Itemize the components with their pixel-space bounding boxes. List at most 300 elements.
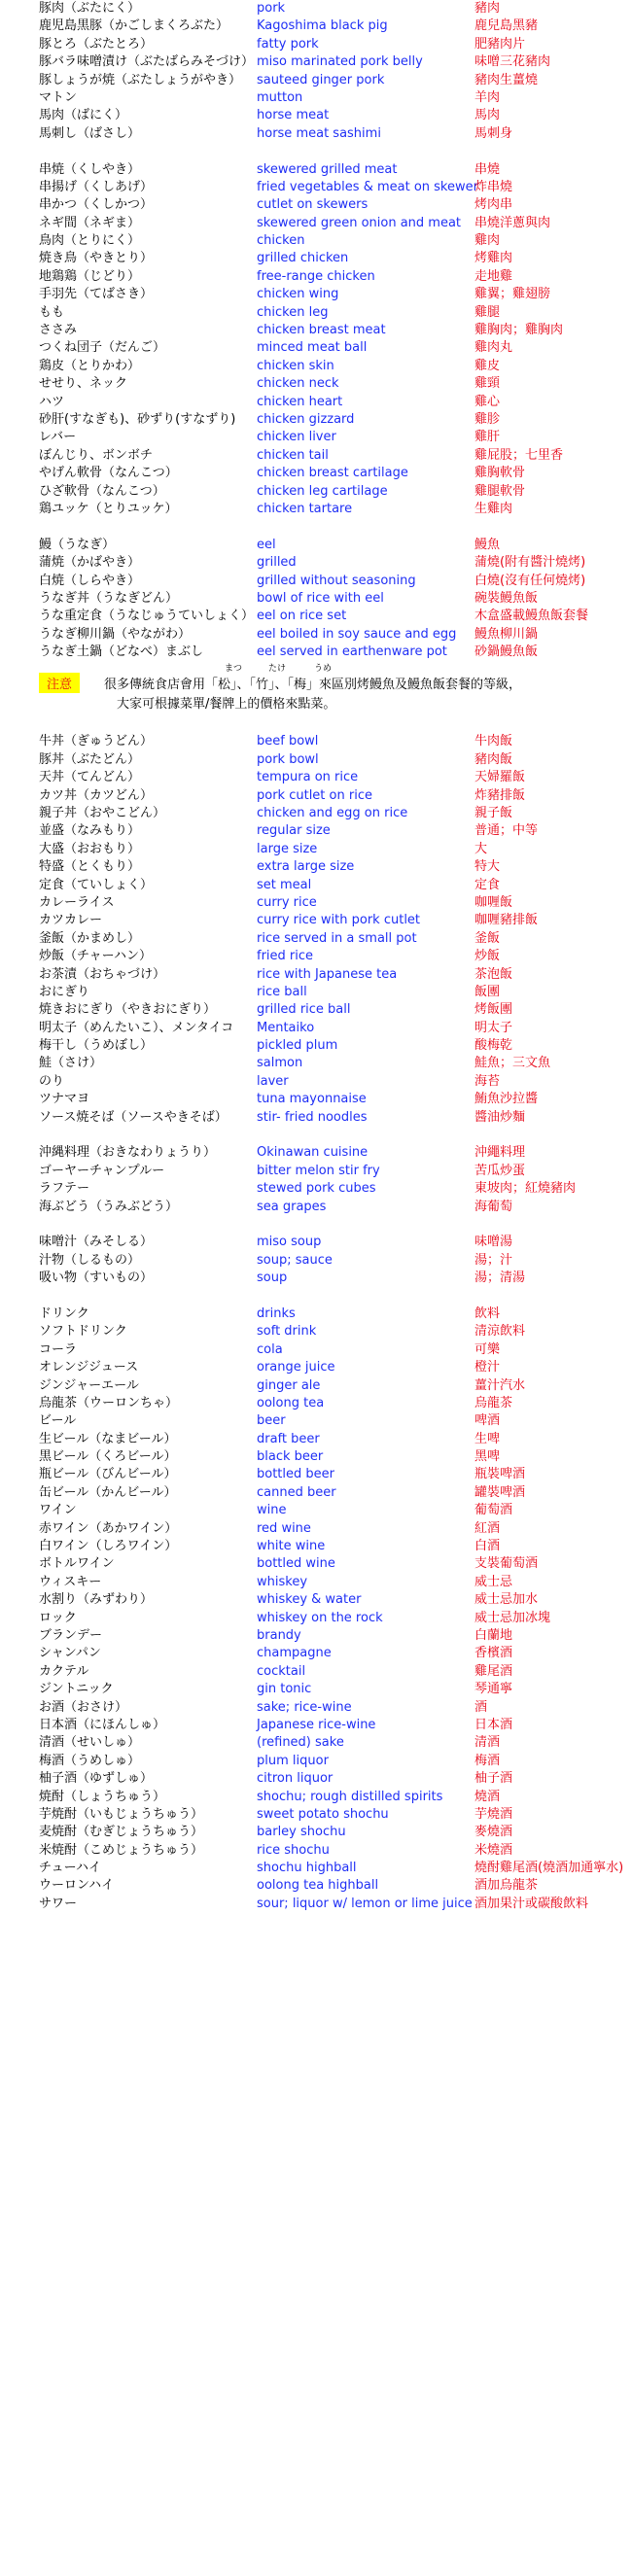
- english-term: beer: [257, 1413, 286, 1429]
- list-item: [0, 339, 632, 357]
- chinese-term: 豬肉: [474, 1, 501, 16]
- japanese-term: 沖縄料理（おきなわりょうり）: [39, 1145, 217, 1161]
- english-term: eel served in earthenware pot: [257, 644, 447, 660]
- note-block: [0, 661, 632, 733]
- japanese-term: やげん軟骨（なんこつ）: [39, 466, 178, 481]
- chinese-term: 生啤: [474, 1431, 501, 1446]
- list-item: [0, 573, 632, 590]
- english-term: soup; sauce: [257, 1252, 333, 1268]
- chinese-term: 可樂: [474, 1341, 501, 1357]
- chinese-term: 海苔: [474, 1073, 501, 1089]
- list-item: [0, 877, 632, 894]
- english-term: beef bowl: [257, 734, 319, 749]
- english-term: chicken tail: [257, 447, 329, 463]
- list-item: [0, 1484, 632, 1502]
- list-item: [0, 1789, 632, 1806]
- list-item: [0, 948, 632, 965]
- english-term: Kagoshima black pig: [257, 18, 388, 34]
- chinese-term: 鰻魚柳川鍋: [474, 626, 539, 642]
- japanese-term: 釜飯（かまめし）: [39, 930, 141, 946]
- list-item: [0, 966, 632, 984]
- japanese-term: 豚しょうが焼（ぶたしょうがやき）: [39, 72, 242, 87]
- japanese-term: 白ワイン（しろワイン）: [39, 1539, 178, 1554]
- chinese-term: 明太子: [474, 1020, 513, 1035]
- chinese-term: 湯；清湯: [474, 1271, 526, 1286]
- english-term: salmon: [257, 1056, 303, 1071]
- chinese-term: 馬刺身: [474, 125, 513, 141]
- chinese-term: 酒加烏龍茶: [474, 1878, 539, 1894]
- chinese-term: 定食: [474, 877, 501, 892]
- chinese-term: 威士忌: [474, 1574, 513, 1589]
- list-item: [0, 250, 632, 267]
- list-item: [0, 858, 632, 876]
- section-skewers-chicken: [0, 161, 632, 519]
- english-term: shochu; rough distilled spirits: [257, 1789, 443, 1804]
- list-item: [0, 1824, 632, 1841]
- ruby-matsu: まつ: [225, 664, 243, 675]
- english-term: tuna mayonnaise: [257, 1092, 367, 1107]
- japanese-term: 黒ビール（くろビール）: [39, 1449, 177, 1465]
- english-term: grilled chicken: [257, 251, 349, 266]
- japanese-term: 鹿児島黒豚（かごしまくろぶた）: [39, 18, 229, 34]
- japanese-term: 鳥肉（とりにく）: [39, 233, 141, 249]
- japanese-term: 串焼（くしやき）: [39, 161, 141, 177]
- english-term: bottled wine: [257, 1556, 335, 1572]
- list-item: [0, 608, 632, 625]
- list-item: [0, 1448, 632, 1466]
- japanese-term: つくね団子（だんご）: [39, 340, 166, 356]
- english-term: eel: [257, 537, 276, 552]
- list-item: [0, 125, 632, 143]
- chinese-term: 釜飯: [474, 930, 501, 946]
- english-term: extra large size: [257, 859, 355, 875]
- chinese-term: 燒酒: [474, 1789, 501, 1804]
- chinese-term: 咖喱飯: [474, 894, 513, 910]
- english-term: fried vegetables & meat on skewer: [257, 179, 478, 194]
- chinese-term: 酒加果汁或碳酸飲料: [474, 1896, 589, 1911]
- japanese-term: レバー: [39, 430, 77, 445]
- chinese-term: 雞屁股；七里香: [474, 447, 564, 463]
- english-term: pork bowl: [257, 751, 319, 767]
- english-term: chicken breast cartilage: [257, 466, 408, 481]
- chinese-term: 蒲燒(附有醬汁燒烤): [474, 555, 586, 571]
- chinese-term: 炸串燒: [474, 179, 513, 194]
- japanese-term: お茶漬（おちゃづけ）: [39, 966, 166, 982]
- japanese-term: 米焼酎（こめじょうちゅう）: [39, 1842, 204, 1858]
- note-line-1: 很多傳統食店會用「松」、「竹」、「梅」來區別烤鰻魚及鰻魚飯套餐的等級，: [104, 678, 522, 693]
- chinese-term: 砂鍋鰻魚飯: [474, 644, 539, 660]
- english-term: grilled without seasoning: [257, 573, 416, 588]
- list-item: [0, 1359, 632, 1376]
- list-item: [0, 1538, 632, 1555]
- list-item: [0, 322, 632, 339]
- english-term: drinks: [257, 1305, 296, 1321]
- list-item: [0, 1395, 632, 1412]
- chinese-term: 生雞肉: [474, 501, 513, 516]
- chinese-term: 鰻魚: [474, 537, 501, 552]
- note-tag: 注意: [39, 673, 80, 693]
- japanese-term: もも: [39, 304, 65, 320]
- chinese-term: 雞肉丸: [474, 340, 513, 356]
- list-item: [0, 358, 632, 375]
- chinese-term: 雞翼；雞翅膀: [474, 287, 551, 302]
- list-item: [0, 1574, 632, 1591]
- list-item: [0, 447, 632, 465]
- english-term: oolong tea highball: [257, 1878, 379, 1894]
- list-item: [0, 805, 632, 822]
- chinese-term: 麥燒酒: [474, 1825, 513, 1840]
- english-term: chicken gizzard: [257, 411, 355, 427]
- japanese-term: カツ丼（カツどん）: [39, 787, 154, 803]
- chinese-term: 芋燒酒: [474, 1806, 513, 1822]
- english-term: sweet potato shochu: [257, 1806, 389, 1822]
- japanese-term: 蒲焼（かばやき）: [39, 555, 141, 571]
- list-item: [0, 894, 632, 912]
- english-term: soup: [257, 1271, 288, 1286]
- chinese-term: 烏龍茶: [474, 1395, 513, 1410]
- english-term: wine: [257, 1503, 287, 1518]
- chinese-term: 味噌三花豬肉: [474, 54, 551, 70]
- chinese-term: 雞胸肉；雞胸肉: [474, 323, 564, 338]
- list-item: [0, 483, 632, 501]
- chinese-term: 普通；中等: [474, 823, 539, 839]
- chinese-term: 牛肉飯: [474, 734, 513, 749]
- japanese-term: 鶏皮（とりかわ）: [39, 358, 141, 373]
- list-item: [0, 1770, 632, 1788]
- list-item: [0, 304, 632, 322]
- chinese-term: 飯團: [474, 984, 501, 999]
- japanese-term: 芋焼酎（いもじょうちゅう）: [39, 1806, 204, 1822]
- japanese-term: 汁物（しるもの）: [39, 1252, 141, 1268]
- chinese-term: 雞皮: [474, 358, 501, 373]
- japanese-term: 味噌汁（みそしる）: [39, 1235, 154, 1250]
- chinese-term: 柚子酒: [474, 1771, 513, 1787]
- list-item: [0, 286, 632, 303]
- list-item: [0, 1305, 632, 1323]
- chinese-term: 鹿兒島黑豬: [474, 18, 539, 34]
- japanese-term: ウィスキー: [39, 1574, 102, 1589]
- list-item: [0, 1699, 632, 1717]
- japanese-term: うな重定食（うなじゅうていしょく）: [39, 609, 255, 624]
- list-item: [0, 733, 632, 750]
- english-term: set meal: [257, 877, 312, 892]
- english-term: soft drink: [257, 1324, 317, 1340]
- chinese-term: 白燒(沒有任何燒烤): [474, 573, 586, 588]
- japanese-term: 麦焼酎（むぎじょうちゅう）: [39, 1825, 204, 1840]
- japanese-term: ジントニック: [39, 1682, 114, 1697]
- section-rice-dishes: [0, 733, 632, 1127]
- chinese-term: 串燒洋蔥與肉: [474, 215, 551, 230]
- chinese-term: 米燒酒: [474, 1842, 513, 1858]
- chinese-term: 東坡肉；紅燒豬肉: [474, 1181, 577, 1197]
- english-term: Okinawan cuisine: [257, 1145, 369, 1161]
- chinese-term: 威士忌加水: [474, 1592, 539, 1608]
- list-item: [0, 1502, 632, 1519]
- list-item: [0, 1466, 632, 1483]
- list-item: [0, 1073, 632, 1091]
- english-term: mutton: [257, 89, 303, 105]
- japanese-term: 明太子（めんたいこ）、メンタイコ: [39, 1020, 234, 1035]
- chinese-term: 葡萄酒: [474, 1503, 513, 1518]
- japanese-term: 梅干し（うめぼし）: [39, 1038, 154, 1054]
- japanese-term: ウーロンハイ: [39, 1878, 115, 1894]
- english-term: (refined) sake: [257, 1735, 344, 1751]
- english-term: eel on rice set: [257, 609, 347, 624]
- list-item: [0, 1234, 632, 1251]
- list-item: [0, 1860, 632, 1877]
- japanese-term: 水割り（みずわり）: [39, 1592, 154, 1608]
- chinese-term: 琴通寧: [474, 1682, 513, 1697]
- japanese-term: 砂肝(すなぎも)、砂ずり(すなずり): [39, 411, 236, 427]
- list-item: [0, 17, 632, 35]
- chinese-term: 苦瓜炒蛋: [474, 1163, 526, 1178]
- japanese-term: 生ビール（なまビール）: [39, 1431, 177, 1446]
- japanese-term: ワイン: [39, 1503, 77, 1518]
- list-item: [0, 1270, 632, 1287]
- japanese-term: 豚とろ（ぶたとろ）: [39, 36, 154, 52]
- chinese-term: 白酒: [474, 1539, 501, 1554]
- chinese-term: 清酒: [474, 1735, 501, 1751]
- english-term: bowl of rice with eel: [257, 590, 384, 606]
- japanese-term: サワー: [39, 1896, 78, 1911]
- japanese-term: 天丼（てんどん）: [39, 770, 141, 785]
- list-item: [0, 1001, 632, 1019]
- ruby-ume: うめ: [314, 664, 333, 675]
- chinese-term: 支裝葡萄酒: [474, 1556, 539, 1572]
- chinese-term: 炒飯: [474, 949, 501, 964]
- english-term: stewed pork cubes: [257, 1181, 376, 1197]
- english-term: white wine: [257, 1539, 326, 1554]
- chinese-term: 醬油炒麵: [474, 1109, 526, 1125]
- chinese-term: 烤飯團: [474, 1002, 513, 1018]
- list-item: [0, 1377, 632, 1395]
- japanese-term: 豚丼（ぶたどん）: [39, 751, 141, 767]
- japanese-term: ひざ軟骨（なんこつ）: [39, 483, 165, 499]
- english-term: curry rice: [257, 894, 317, 910]
- section-soup: [0, 1234, 632, 1287]
- list-item: [0, 1627, 632, 1645]
- english-term: barley shochu: [257, 1825, 346, 1840]
- japanese-term: 梅酒（うめしゅ）: [39, 1753, 141, 1768]
- chinese-term: 親子飯: [474, 806, 513, 821]
- japanese-term: 串揚げ（くしあげ）: [39, 179, 154, 194]
- english-term: rice with Japanese tea: [257, 966, 398, 982]
- list-item: [0, 1252, 632, 1270]
- japanese-term: 大盛（おおもり）: [39, 841, 141, 856]
- english-term: rice ball: [257, 984, 307, 999]
- list-item: [0, 1645, 632, 1662]
- chinese-term: 串燒: [474, 161, 501, 177]
- english-term: whiskey: [257, 1574, 308, 1589]
- list-item: [0, 537, 632, 554]
- list-item: [0, 465, 632, 482]
- japanese-term: おにぎり: [39, 984, 90, 999]
- chinese-term: 馬肉: [474, 108, 501, 123]
- list-item: [0, 1109, 632, 1127]
- english-term: fried rice: [257, 949, 314, 964]
- japanese-term: 焼酎（しょうちゅう）: [39, 1789, 166, 1804]
- english-term: stir- fried noodles: [257, 1109, 368, 1125]
- english-term: cutlet on skewers: [257, 197, 369, 213]
- english-term: tempura on rice: [257, 770, 359, 785]
- list-item: [0, 1555, 632, 1573]
- list-item: [0, 751, 632, 769]
- english-term: citron liquor: [257, 1771, 334, 1787]
- japanese-term: 赤ワイン（あかワイン）: [39, 1520, 178, 1536]
- chinese-term: 雞肝: [474, 430, 501, 445]
- list-item: [0, 0, 632, 17]
- japanese-term: うなぎ柳川鍋（やながわ）: [39, 626, 192, 642]
- list-item: [0, 36, 632, 53]
- english-term: brandy: [257, 1627, 301, 1643]
- chinese-term: 薑汁汽水: [474, 1377, 526, 1393]
- english-term: whiskey on the rock: [257, 1610, 383, 1625]
- japanese-term: 串かつ（くしかつ）: [39, 197, 154, 213]
- chinese-term: 罐裝啤酒: [474, 1484, 526, 1500]
- list-item: [0, 1341, 632, 1359]
- english-term: horse meat: [257, 108, 330, 123]
- list-item: [0, 1323, 632, 1340]
- japanese-term: ジンジャーエール: [39, 1377, 139, 1393]
- list-item: [0, 841, 632, 858]
- japanese-term: お酒（おさけ）: [39, 1699, 128, 1715]
- english-term: black beer: [257, 1449, 324, 1465]
- english-term: whiskey & water: [257, 1592, 362, 1608]
- japanese-term: マトン: [39, 89, 78, 105]
- english-term: pork cutlet on rice: [257, 787, 372, 803]
- english-term: Japanese rice-wine: [257, 1717, 376, 1732]
- english-term: regular size: [257, 823, 331, 839]
- english-term: rice shochu: [257, 1842, 330, 1858]
- list-item: [0, 429, 632, 446]
- list-item: [0, 1412, 632, 1430]
- list-item: [0, 1663, 632, 1681]
- japanese-term: 手羽先（てばさき）: [39, 287, 154, 302]
- japanese-term: 缶ビール（かんビール）: [39, 1484, 177, 1500]
- chinese-term: 黑啤: [474, 1449, 501, 1465]
- japanese-term: コーラ: [39, 1341, 78, 1357]
- chinese-term: 瓶裝啤酒: [474, 1467, 526, 1482]
- japanese-term: 吸い物（すいもの）: [39, 1271, 154, 1286]
- chinese-term: 沖繩料理: [474, 1145, 526, 1161]
- chinese-term: 海葡萄: [474, 1199, 513, 1214]
- japanese-term: 炒飯（チャーハン）: [39, 949, 152, 964]
- japanese-term: ゴーヤーチャンプルー: [39, 1163, 165, 1178]
- english-term: sake; rice-wine: [257, 1699, 352, 1715]
- list-item: [0, 1734, 632, 1752]
- list-item: [0, 215, 632, 232]
- list-item: [0, 268, 632, 286]
- japanese-term: 馬肉（ばにく）: [39, 108, 128, 123]
- chinese-term: 梅酒: [474, 1753, 501, 1768]
- list-item: [0, 1591, 632, 1609]
- chinese-term: 酸梅乾: [474, 1038, 513, 1054]
- japanese-term: ドリンク: [39, 1305, 89, 1321]
- list-item: [0, 769, 632, 786]
- english-term: skewered green onion and meat: [257, 215, 462, 230]
- japanese-term: 鰻（うなぎ）: [39, 537, 116, 552]
- chinese-term: 雞腿軟骨: [474, 483, 526, 499]
- japanese-term: 鮭（さけ）: [39, 1056, 103, 1071]
- list-item: [0, 590, 632, 608]
- english-term: chicken heart: [257, 394, 343, 409]
- english-term: sour; liquor w/ lemon or lime juice: [257, 1896, 473, 1911]
- chinese-term: 燒酎雞尾酒(燒酒加通寧水): [474, 1861, 624, 1876]
- japanese-term: うなぎ土鍋（どなべ）まぶし: [39, 644, 204, 660]
- chinese-term: 特大: [474, 859, 501, 875]
- japanese-term: 定食（ていしょく）: [39, 877, 154, 892]
- list-item: [0, 1144, 632, 1162]
- english-term: cola: [257, 1341, 283, 1357]
- list-item: [0, 1180, 632, 1198]
- chinese-term: 雞腿: [474, 304, 501, 320]
- chinese-term: 雞胗: [474, 411, 501, 427]
- list-item: [0, 501, 632, 518]
- english-term: grilled: [257, 555, 297, 571]
- english-term: chicken neck: [257, 376, 339, 392]
- japanese-term: ささみ: [39, 323, 78, 338]
- english-term: chicken and egg on rice: [257, 806, 408, 821]
- english-term: horse meat sashimi: [257, 125, 381, 141]
- english-term: Mentaiko: [257, 1020, 315, 1035]
- list-item: [0, 1842, 632, 1860]
- japanese-term: チューハイ: [39, 1861, 101, 1876]
- list-item: [0, 1877, 632, 1895]
- list-item: [0, 822, 632, 840]
- japanese-term: 親子丼（おやこどん）: [39, 806, 166, 821]
- list-item: [0, 1520, 632, 1538]
- section-pork-horse: [0, 0, 632, 143]
- chinese-term: 雞心: [474, 394, 501, 409]
- list-item: [0, 644, 632, 661]
- english-term: chicken breast meat: [257, 323, 386, 338]
- japanese-term: ラフテー: [39, 1181, 90, 1197]
- list-item: [0, 72, 632, 89]
- list-item: [0, 1020, 632, 1037]
- list-item: [0, 1717, 632, 1734]
- list-item: [0, 787, 632, 805]
- list-item: [0, 107, 632, 124]
- list-item: [0, 1806, 632, 1824]
- english-term: chicken tartare: [257, 501, 353, 516]
- english-term: curry rice with pork cutlet: [257, 913, 421, 928]
- japanese-term: 牛丼（ぎゅうどん）: [39, 734, 154, 749]
- japanese-term: オレンジジュース: [39, 1360, 139, 1375]
- english-term: pickled plum: [257, 1038, 338, 1054]
- list-item: [0, 232, 632, 250]
- english-term: pork: [257, 1, 286, 16]
- chinese-term: 湯；汁: [474, 1252, 513, 1268]
- english-term: plum liquor: [257, 1753, 329, 1768]
- japanese-term: 海ぶどう（うみぶどう）: [39, 1199, 179, 1214]
- chinese-term: 鮭魚；三文魚: [474, 1056, 551, 1071]
- list-item: [0, 375, 632, 393]
- chinese-term: 雞頸: [474, 376, 501, 392]
- list-item: [0, 161, 632, 179]
- list-item: [0, 1681, 632, 1698]
- english-term: chicken wing: [257, 287, 339, 302]
- list-item: [0, 912, 632, 929]
- japanese-term: 日本酒（にほんしゅ）: [39, 1717, 166, 1732]
- english-term: sea grapes: [257, 1199, 327, 1214]
- chinese-term: 烤肉串: [474, 197, 513, 213]
- japanese-term: 豚バラ味噌漬け（ぶたばらみそづけ）: [39, 54, 255, 70]
- japanese-term: ボトルワイン: [39, 1556, 115, 1572]
- chinese-term: 酒: [474, 1699, 488, 1715]
- english-term: chicken skin: [257, 358, 334, 373]
- ruby-take: たけ: [268, 664, 287, 675]
- japanese-term: ブランデー: [39, 1627, 103, 1643]
